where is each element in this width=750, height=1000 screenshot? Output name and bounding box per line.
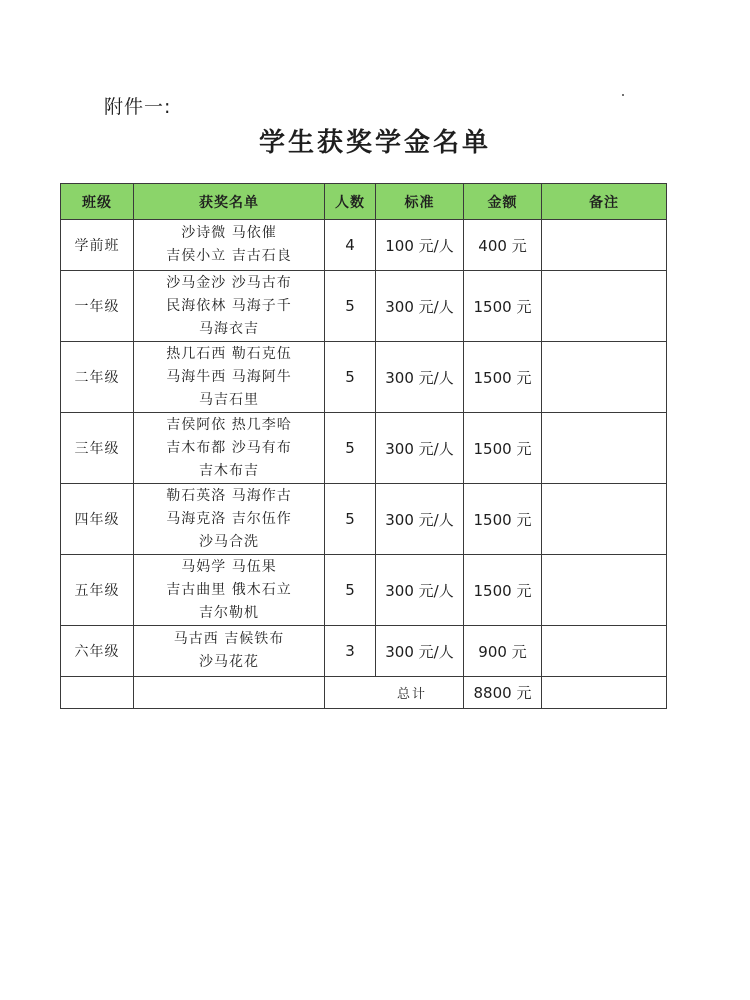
class-cell: 五年级: [61, 555, 134, 626]
name-line: 吉木布吉: [199, 462, 259, 479]
class-cell: 六年级: [61, 626, 134, 677]
count-cell: 5: [325, 555, 376, 626]
amount-cell: 400 元: [464, 220, 542, 271]
standard-cell: 300 元/人: [376, 271, 464, 342]
document-title: 学生获奖学金名单: [258, 128, 491, 158]
note-cell: [542, 220, 667, 271]
names-cell: [134, 220, 325, 271]
class-cell: 学前班: [61, 220, 134, 271]
column-header-names: 获奖名单: [134, 184, 325, 220]
total-amount: 8800 元: [464, 677, 542, 709]
name-line: 马吉石里: [199, 391, 259, 408]
class-cell: 三年级: [61, 413, 134, 484]
names-cell: [134, 626, 325, 677]
amount-cell: 1500 元: [464, 555, 542, 626]
name-line: 马妈学 马伍果: [181, 558, 277, 575]
total-empty-cell: [134, 677, 325, 709]
column-header-note: 备注: [542, 184, 667, 220]
note-cell: [542, 271, 667, 342]
column-header-amount: 金额: [464, 184, 542, 220]
class-cell: 二年级: [61, 342, 134, 413]
standard-cell: 100 元/人: [376, 220, 464, 271]
name-line: 吉尔勒机: [199, 604, 259, 621]
column-header-count: 人数: [325, 184, 376, 220]
name-line: 民海依林 马海子千: [166, 297, 292, 314]
amount-cell: 900 元: [464, 626, 542, 677]
standard-cell: 300 元/人: [376, 413, 464, 484]
standard-cell: 300 元/人: [376, 342, 464, 413]
total-empty-cell: [542, 677, 667, 709]
count-cell: 5: [325, 342, 376, 413]
note-cell: [542, 342, 667, 413]
name-line: 吉古曲里 俄木石立: [166, 581, 292, 598]
count-cell: 3: [325, 626, 376, 677]
table-row: [61, 271, 667, 342]
name-line: 马古西 吉候铁布: [173, 631, 285, 647]
name-line: 热几石西 勒石克伍: [166, 345, 292, 362]
names-cell: [134, 271, 325, 342]
table-row: [61, 626, 667, 677]
count-cell: 5: [325, 271, 376, 342]
standard-cell: 300 元/人: [376, 484, 464, 555]
table-header-row: [61, 184, 667, 220]
column-header-standard: 标准: [376, 184, 464, 220]
note-cell: [542, 484, 667, 555]
scan-speck: [622, 94, 624, 96]
scholarship-table: [60, 183, 667, 709]
name-line: 马海衣吉: [199, 320, 259, 337]
total-row: [61, 677, 667, 709]
name-line: 马海克洛 吉尔伍作: [166, 510, 292, 527]
note-cell: [542, 626, 667, 677]
note-cell: [542, 413, 667, 484]
name-line: 沙马花花: [199, 654, 259, 670]
count-cell: 4: [325, 220, 376, 271]
name-line: 马海牛西 马海阿牛: [166, 368, 292, 385]
count-cell: 5: [325, 484, 376, 555]
total-empty-cell: [61, 677, 134, 709]
attachment-label: 附件一:: [104, 96, 172, 118]
count-cell: 5: [325, 413, 376, 484]
table-row: [61, 342, 667, 413]
name-line: 吉木布都 沙马有布: [166, 439, 292, 456]
names-cell: [134, 555, 325, 626]
names-cell: [134, 342, 325, 413]
table-row: [61, 555, 667, 626]
amount-cell: 1500 元: [464, 271, 542, 342]
amount-cell: 1500 元: [464, 413, 542, 484]
name-line: 沙马合洗: [199, 533, 259, 550]
note-cell: [542, 555, 667, 626]
class-cell: 四年级: [61, 484, 134, 555]
name-line: 吉侯小立 吉古石良: [166, 248, 292, 264]
standard-cell: 300 元/人: [376, 626, 464, 677]
class-cell: 一年级: [61, 271, 134, 342]
name-line: 勒石英洛 马海作古: [166, 487, 292, 504]
amount-cell: 1500 元: [464, 342, 542, 413]
table-row: [61, 220, 667, 271]
names-cell: [134, 484, 325, 555]
name-line: 沙马金沙 沙马古布: [166, 274, 292, 291]
total-label: 总计: [325, 677, 464, 709]
column-header-class: 班级: [61, 184, 134, 220]
amount-cell: 1500 元: [464, 484, 542, 555]
standard-cell: 300 元/人: [376, 555, 464, 626]
name-line: 吉侯阿依 热几李哈: [166, 416, 292, 433]
table-row: [61, 484, 667, 555]
names-cell: [134, 413, 325, 484]
name-line: 沙诗微 马依催: [181, 225, 277, 241]
table-row: [61, 413, 667, 484]
